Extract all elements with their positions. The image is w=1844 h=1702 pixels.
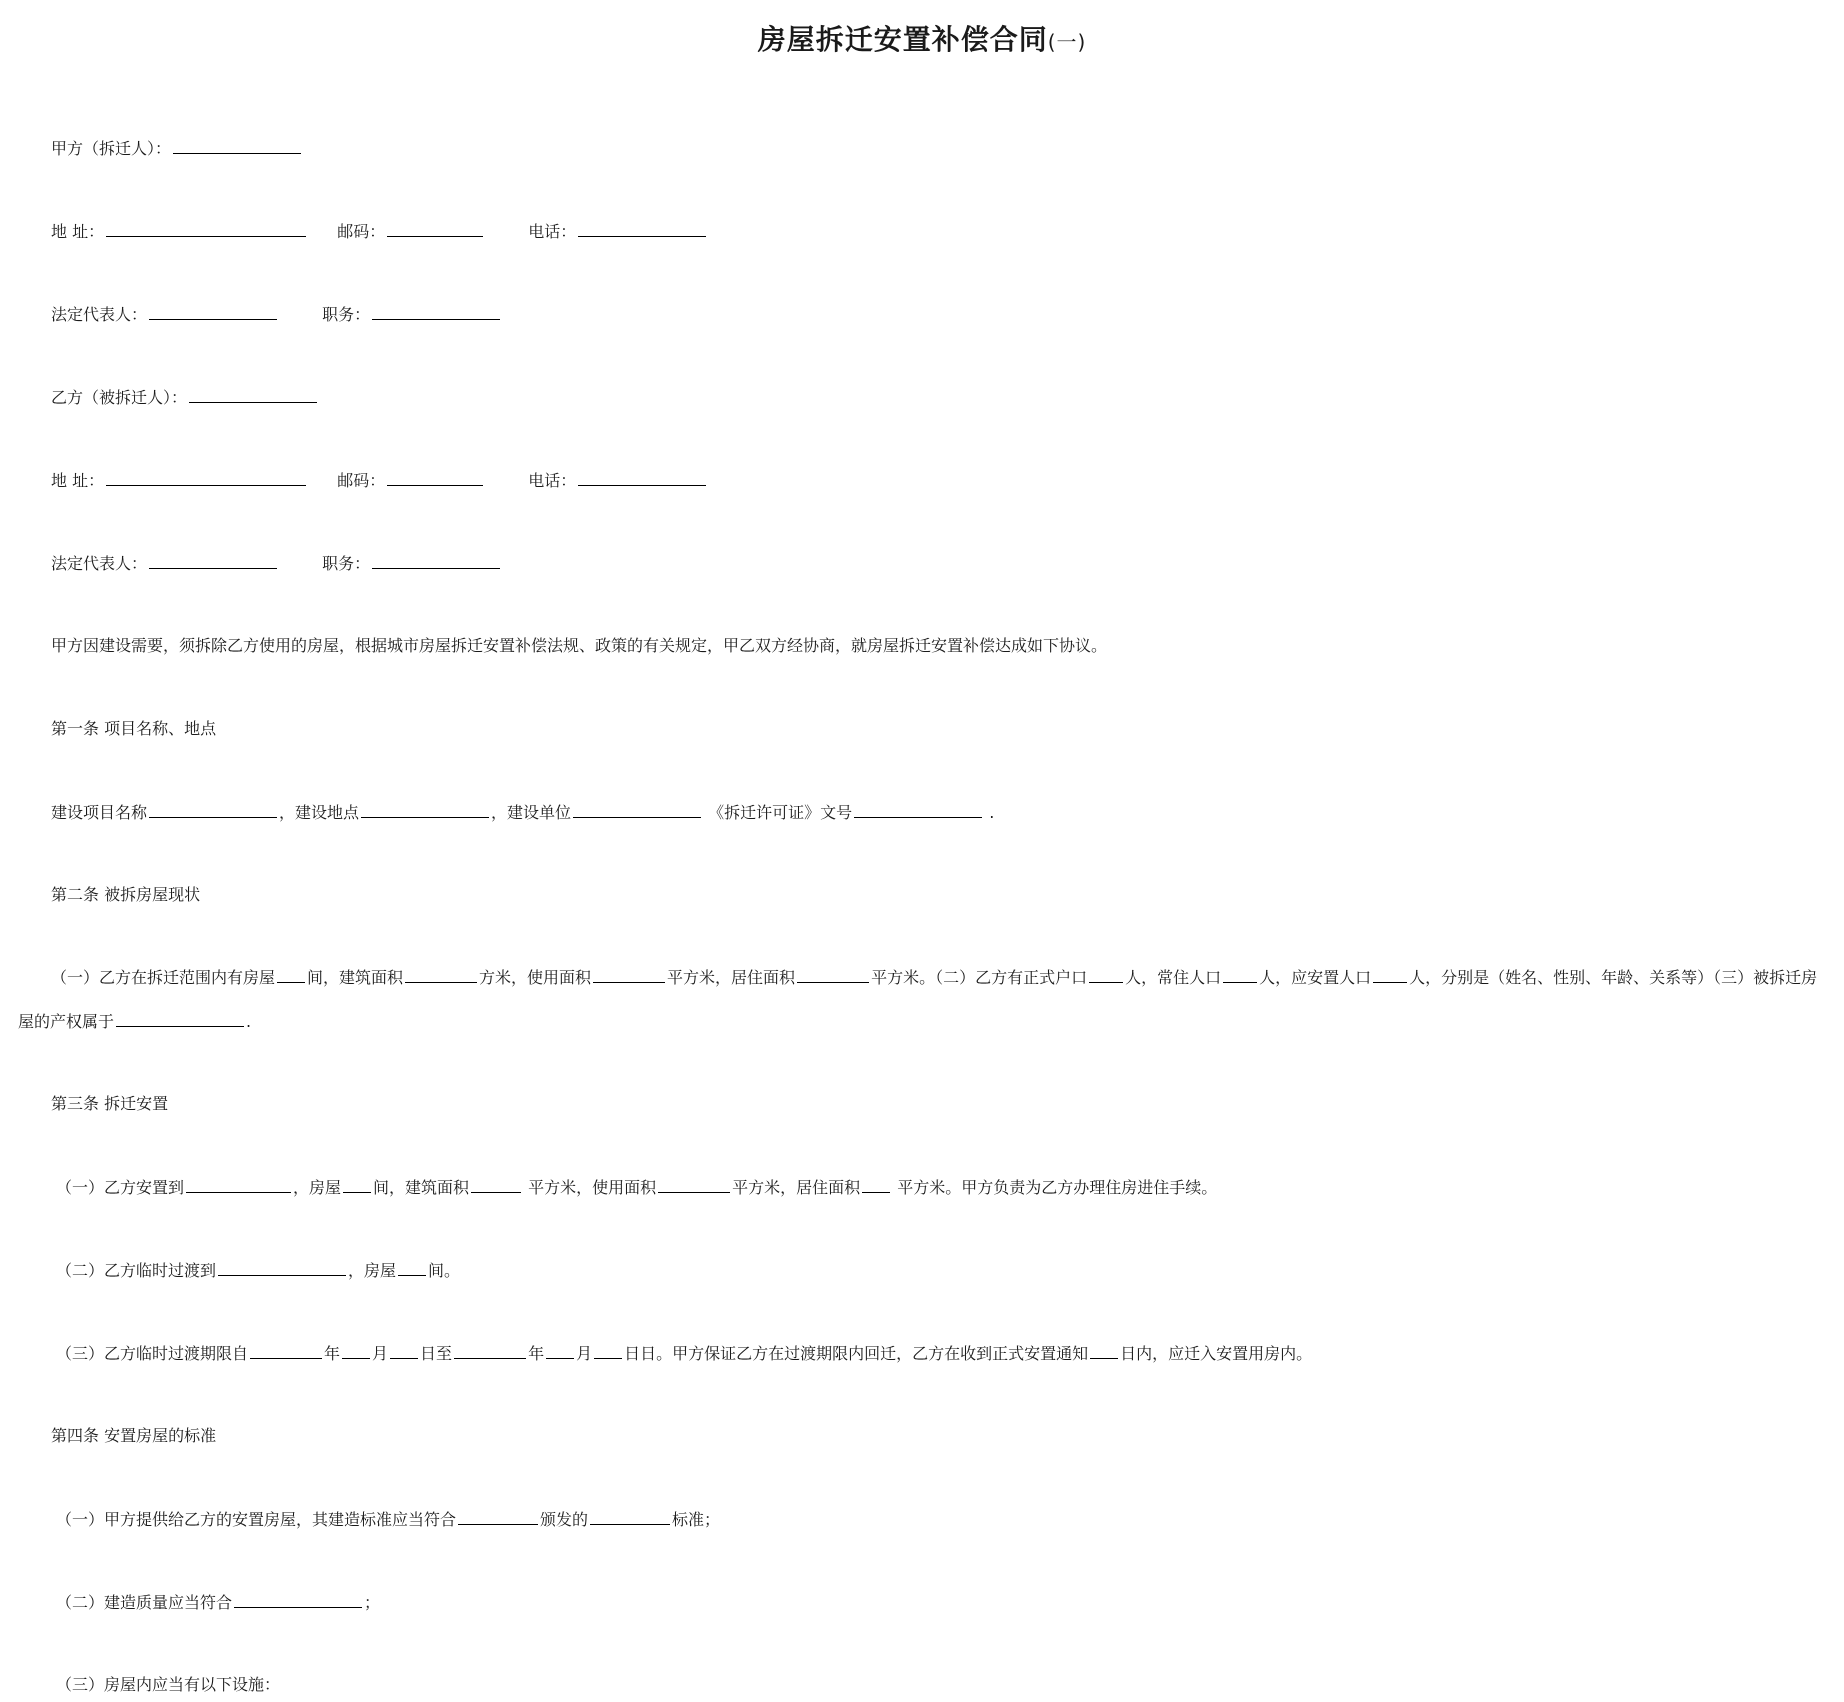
resettle-count-blank[interactable] xyxy=(1373,966,1407,983)
party-a-blank[interactable] xyxy=(173,137,301,154)
article4-p1 xyxy=(56,1508,720,1531)
article3-p2 xyxy=(56,1259,460,1282)
resettle-usable-area-blank[interactable] xyxy=(658,1176,730,1193)
article2-t5: 平方米。（二）乙方有正式户口 xyxy=(871,968,1088,987)
article2-t1: （一）乙方在拆迁范围内有房屋 xyxy=(51,968,276,987)
living-area-blank[interactable] xyxy=(797,966,869,983)
party-a-rep-line xyxy=(51,303,502,326)
article2-t4: 平方米，居住面积 xyxy=(667,968,796,987)
article3-p1-t1: （一）乙方安置到 xyxy=(56,1178,185,1197)
party-a-rep-blank[interactable] xyxy=(149,303,277,320)
article1-t2: ，建设地点 xyxy=(279,803,360,822)
party-a-postcode-blank[interactable] xyxy=(387,220,483,237)
article3-p1-t2: ，房屋 xyxy=(293,1178,342,1197)
article3-p3-t6: 月 xyxy=(576,1344,593,1363)
issuer-blank[interactable] xyxy=(458,1508,538,1525)
document-title xyxy=(0,18,1844,58)
party-a-line xyxy=(51,137,303,160)
start-day-blank[interactable] xyxy=(390,1342,418,1359)
party-b-rep-blank[interactable] xyxy=(149,552,277,569)
resident-count-blank[interactable] xyxy=(1223,966,1257,983)
article4-p2-t1: （二）建造质量应当符合 xyxy=(56,1593,233,1612)
party-b-phone-label: 电话： xyxy=(528,471,577,490)
article3-p3-t4: 日至 xyxy=(420,1344,453,1363)
article2-t2: 间，建筑面积 xyxy=(307,968,404,987)
article3-p1 xyxy=(56,1176,1217,1199)
project-location-blank[interactable] xyxy=(361,801,489,818)
start-year-blank[interactable] xyxy=(250,1342,322,1359)
party-b-rep-label: 法定代表人： xyxy=(51,554,148,573)
article3-p1-t4: 平方米，使用面积 xyxy=(523,1178,657,1197)
party-a-rep-label: 法定代表人： xyxy=(51,305,148,324)
party-a-position-label: 职务： xyxy=(322,305,371,324)
article3-p1-t5: 平方米，居住面积 xyxy=(732,1178,861,1197)
party-b-line xyxy=(51,386,319,409)
party-a-address-label: 地 址： xyxy=(51,222,105,241)
party-b-position-blank[interactable] xyxy=(372,552,500,569)
party-a-address-line xyxy=(51,220,708,243)
party-b-label: 乙方（被拆迁人）： xyxy=(51,388,188,407)
article3-p2-t1: （二）乙方临时过渡到 xyxy=(56,1261,217,1280)
article3-p3-t1: （三）乙方临时过渡期限自 xyxy=(56,1344,249,1363)
party-b-rep-line xyxy=(51,552,502,575)
party-a-postcode-label: 邮码： xyxy=(337,222,386,241)
article4-p2 xyxy=(56,1591,380,1614)
resettle-building-area-blank[interactable] xyxy=(471,1176,521,1193)
party-b-position-label: 职务： xyxy=(322,554,371,573)
article1-heading: 第一条 项目名称、地点 xyxy=(51,719,217,738)
party-b-blank[interactable] xyxy=(189,386,317,403)
quality-blank[interactable] xyxy=(234,1591,362,1608)
party-a-label: 甲方（拆迁人）： xyxy=(51,139,172,158)
article3-p1-t3: 间，建筑面积 xyxy=(373,1178,470,1197)
article3-p2-t3: 间。 xyxy=(428,1261,461,1280)
article1-body xyxy=(51,801,994,824)
temp-location-blank[interactable] xyxy=(218,1259,346,1276)
party-b-address-blank[interactable] xyxy=(106,469,306,486)
article2-t8: 人，分别是（姓名、性别、年龄、关系等）（三）被拆迁房屋的产权属于 xyxy=(18,968,1818,1031)
resettle-living-area-blank[interactable] xyxy=(862,1176,890,1193)
article3-p1-t6: 平方米。甲方负责为乙方办理住房进住手续。 xyxy=(892,1178,1218,1197)
party-b-postcode-blank[interactable] xyxy=(387,469,483,486)
party-a-phone-label: 电话： xyxy=(528,222,577,241)
standard-blank[interactable] xyxy=(590,1508,670,1525)
party-b-address-label: 地 址： xyxy=(51,471,105,490)
party-a-address-blank[interactable] xyxy=(106,220,306,237)
article4-p3: （三）房屋内应当有以下设施： xyxy=(56,1675,281,1694)
article3-p3-t3: 月 xyxy=(372,1344,389,1363)
article2-body xyxy=(18,956,1826,1044)
end-day-blank[interactable] xyxy=(594,1342,622,1359)
article4-p2-t2: ； xyxy=(364,1593,381,1612)
article3-heading: 第三条 拆迁安置 xyxy=(51,1094,169,1113)
article4-p1-t3: 标准； xyxy=(672,1510,721,1529)
end-year-blank[interactable] xyxy=(454,1342,526,1359)
end-month-blank[interactable] xyxy=(546,1342,574,1359)
party-b-phone-blank[interactable] xyxy=(578,469,706,486)
article3-p3-t2: 年 xyxy=(324,1344,341,1363)
party-a-position-blank[interactable] xyxy=(372,303,500,320)
preamble: 甲方因建设需要，须拆除乙方使用的房屋，根据城市房屋拆迁安置补偿法规、政策的有关规定，甲乙双方经协商，就房屋拆迁安置补偿达成如下协议。 xyxy=(51,636,1108,655)
article2-t3: 方米，使用面积 xyxy=(479,968,592,987)
article2-t6: 人，常住人口 xyxy=(1125,968,1222,987)
permit-number-blank[interactable] xyxy=(854,801,982,818)
rooms-count-blank[interactable] xyxy=(277,966,305,983)
article3-p2-t2: ，房屋 xyxy=(348,1261,397,1280)
start-month-blank[interactable] xyxy=(342,1342,370,1359)
builder-blank[interactable] xyxy=(573,801,701,818)
title-main: 房屋拆迁安置补偿合同 xyxy=(757,23,1048,56)
title-sub: (一) xyxy=(1047,30,1087,54)
temp-rooms-blank[interactable] xyxy=(398,1259,426,1276)
project-name-blank[interactable] xyxy=(149,801,277,818)
article3-p3-t8: 日内，应迁入安置用房内。 xyxy=(1120,1344,1313,1363)
article3-p3-t7: 日日。甲方保证乙方在过渡期限内回迁，乙方在收到正式安置通知 xyxy=(624,1344,1089,1363)
article2-t7: 人，应安置人口 xyxy=(1259,968,1372,987)
ownership-blank[interactable] xyxy=(116,1010,244,1027)
resettle-rooms-blank[interactable] xyxy=(343,1176,371,1193)
article1-t4: 《拆迁许可证》文号 xyxy=(708,803,853,822)
resettle-location-blank[interactable] xyxy=(186,1176,291,1193)
party-a-phone-blank[interactable] xyxy=(578,220,706,237)
usable-area-blank[interactable] xyxy=(593,966,665,983)
article3-p3-t5: 年 xyxy=(528,1344,545,1363)
building-area-blank[interactable] xyxy=(405,966,477,983)
article1-t3: ，建设单位 xyxy=(491,803,572,822)
article4-p1-t1: （一）甲方提供给乙方的安置房屋，其建造标准应当符合 xyxy=(56,1510,457,1529)
article2-t9: . xyxy=(246,1012,252,1031)
household-count-blank[interactable] xyxy=(1089,966,1123,983)
article3-p3 xyxy=(56,1342,1312,1365)
party-b-address-line xyxy=(51,469,708,492)
move-in-days-blank[interactable] xyxy=(1090,1342,1118,1359)
article1-t5: . xyxy=(989,803,995,822)
article4-heading: 第四条 安置房屋的标准 xyxy=(51,1426,217,1445)
party-b-postcode-label: 邮码： xyxy=(337,471,386,490)
article4-p1-t2: 颁发的 xyxy=(540,1510,589,1529)
article2-heading: 第二条 被拆房屋现状 xyxy=(51,885,201,904)
article1-t1: 建设项目名称 xyxy=(51,803,148,822)
